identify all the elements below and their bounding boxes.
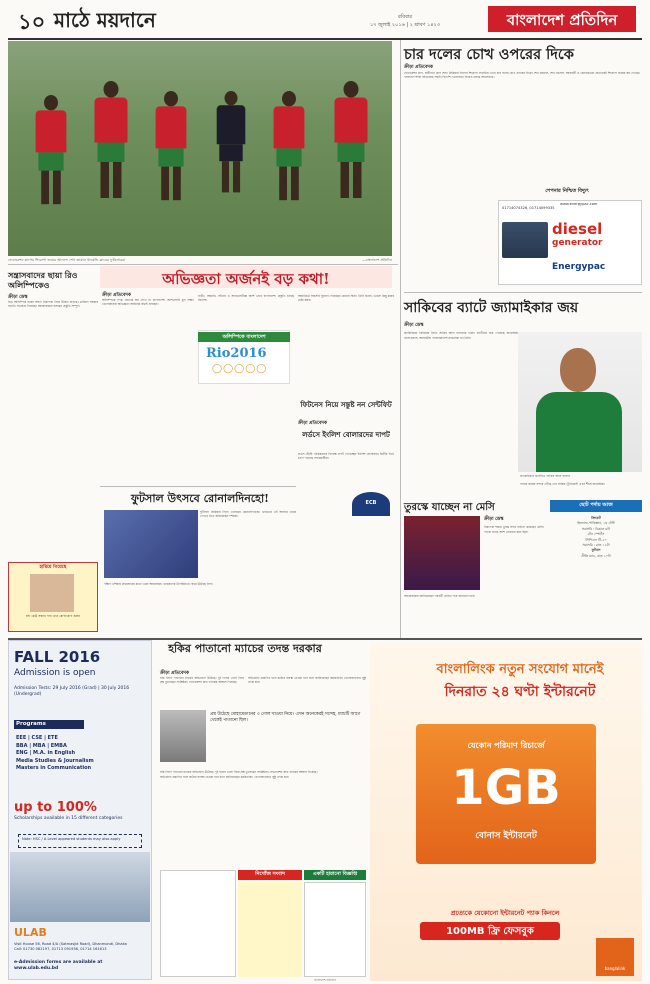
sidebar-byline: ক্রীড়া ডেস্ক	[8, 295, 28, 300]
ecb-logo-text: ECB	[365, 500, 377, 506]
hockey-paragraph: অভিযোগ প্রমাণিত হলে কঠোর ব্যবস্থা নেওয়া হবে বলে জানিয়েছেন কর্মকর্তারা। খেলোয়াড়রাও সুষ্ঠু তদন্ত চান।	[160, 775, 290, 780]
program-item: Media Studies & Journalism	[16, 757, 94, 764]
lords-paragraph: লর্ডস টেস্টে পাকিস্তানের বিপক্ষে দাপট দেখাচ্ছেন ইংলিশ বোলাররা। দ্বিতীয় দিনে চাপে পড়েছে সফরকারীরা।	[298, 452, 394, 461]
experience-paragraph: অলিম্পিকে পদক জেতার স্বপ্ন দেখে না বাংলাদেশ। অংশগ্রহণই মূল লক্ষ্য। খেলোয়াড়রা অভিজ্ঞতা অর্জনের কথাই বলছেন।	[102, 298, 194, 307]
rio-logo: Rio2016	[206, 346, 267, 361]
tv-item: ক্রিকেট	[591, 516, 601, 520]
note-text: Note: HSC / A Level appeared students may also apply	[22, 837, 121, 841]
player-figure	[153, 91, 189, 203]
facebook-offer: 100MB ফ্রি ফেসবুক	[446, 926, 534, 937]
lost-notice-title: একটি হারানো বিজ্ঞপ্তি	[312, 871, 358, 877]
hockey-continued	[160, 770, 366, 781]
hockey-headline: হকির পাতানো ম্যাচের তদন্ত দরকার	[168, 642, 322, 655]
player-figure	[92, 81, 131, 201]
hockey-photo	[160, 710, 206, 762]
ulab-website[interactable]: e-Admission forms are available at www.ulab.edu.bd	[14, 960, 103, 971]
tv-item: সিপিএল টি-২০	[585, 537, 607, 542]
lost-notice-body	[304, 882, 366, 977]
messi-headline: তুরস্কে যাচ্ছেন না মেসি	[404, 502, 495, 513]
footer: বাংলাদেশ প্রতিদিন	[313, 978, 337, 982]
card-photo	[30, 574, 74, 612]
hockey-column	[160, 676, 244, 686]
divider	[404, 292, 642, 293]
hockey-byline: ক্রীড়া প্রতিবেদক	[160, 671, 189, 676]
program-item: BBA | MBA | EMBA	[16, 742, 67, 749]
futsal-body	[104, 582, 296, 587]
sidebar-paragraph: রিও অলিম্পিক শুরুর আগে নিরাপত্তা নিয়ে উদ্বেগ বাড়ছে। ব্রাজিল সরকার বাড়তি সতর্কতা নিয়েছে। আয়োজকরা বলছেন প্রস্তুতি সম্পূর্ণ।	[8, 300, 98, 309]
hero-caption	[8, 257, 392, 264]
futsal-paragraph: ফুটসাল প্রিমিয়ার লিগে খেলছেন রোনালদিনহো। ভারতের এই আসরে তাকে দেখতে ভিড় জমিয়েছেন দর্শকরা।	[200, 510, 296, 519]
students-photo	[10, 852, 150, 922]
ulab-open: Admission is open	[14, 668, 96, 678]
player-figure	[332, 81, 371, 201]
lords-headline: লর্ডসে ইংলিশ বোলারদের দাপট	[302, 430, 390, 439]
address-line: Visit House 56, Road 4/A (Satmasjid Road), Dhanmondi, Dhaka	[14, 942, 127, 946]
ulab-logo: ULAB	[14, 926, 47, 939]
sakib-caption: জ্যামাইকার জার্সিতে সাকিব আল হাসান	[520, 474, 571, 478]
lead-paragraph: ফেডারেশন কাপ, স্বাধীনতা কাপ শেষ। প্রিমিয়ার লিগের শিরোপা লড়াইয়ে এখন চার দলের চোখ ওপরের দিকে। শেখ জামাল, শেখ রাসেল, আবাহনী ও মোহামেডান প্রত্যেকেই শিরোপা জয়ের স্বপ্ন দেখছে। দলবদলে শক্তি বাড়িয়েছে সবাই। বিদেশি খেলোয়াড় নিয়েও চলছে আলোচনা।	[404, 71, 640, 80]
messi-byline: ক্রীড়া ডেস্ক	[484, 517, 504, 522]
tv-schedule	[552, 516, 640, 559]
missing-notice-title: নিখোঁজ সংবাদ	[255, 871, 285, 877]
hero-photo	[8, 41, 392, 256]
futsal-headline: ফুটসাল উৎসবে রোনালদিনহো!	[131, 492, 269, 505]
official-figure	[214, 91, 248, 195]
card-text: যদি কেউ সন্ধান পান তবে যোগাযোগ করুন	[25, 614, 81, 618]
diesel-phone: 01714074326, 01714099335	[502, 206, 555, 210]
sidebar-body	[8, 300, 98, 310]
section-title: মাঠে ময়দানে	[54, 8, 156, 32]
offer-note: প্রত্যেকে যেকোনো ইন্টারনেট প্যাক কিনলে	[450, 909, 560, 917]
offer-card-top: যেকোন পরিমাণ রিচার্জে	[467, 741, 545, 750]
sidebar-headline: সন্ত্রাসবাদের ছায়া রিও অলিম্পিকেও	[8, 270, 78, 290]
sakib-byline: ক্রীড়া ডেস্ক	[404, 323, 424, 328]
tv-item: প্রীতি ম্যাচ, রাত ১০টা	[581, 553, 611, 558]
hockey-quote: প্রশ্ন উঠেছে মোহামেডানের ৩ গোল খাওয়া নিয়ে। এখন অনেকেরই সন্দেহ, ম্যাচটি আগে থেকেই পাতানো ছিল।	[210, 712, 361, 723]
lead-headline: চার দলের চোখ ওপরের দিকে	[404, 46, 574, 63]
messi-paragraph: নিরাপত্তা শঙ্কায় তুরস্ক সফর বাতিল করেছেন মেসি। দাতব্য ম্যাচে অংশ নেওয়ার কথা ছিল।	[484, 525, 544, 534]
masthead-rule	[8, 38, 642, 40]
hockey-paragraph: হকি লিগে পাতানো ম্যাচের অভিযোগ উঠেছে। দুই দলের খেলা নিয়ে প্রশ্ন তুলেছেন সংশ্লিষ্টরা। ফেডারেশন দ্রুত তদন্তের আশ্বাস দিয়েছে।	[160, 676, 244, 685]
lead-byline: ক্রীড়া প্রতিবেদক	[404, 65, 433, 70]
banglalink-headline-2: দিনরাত ২৪ ঘণ্টা ইন্টারনেট	[444, 684, 596, 700]
classified-box	[160, 870, 236, 977]
sakib-shirt	[536, 392, 622, 472]
tv-item: সরাসরি : বিকাল ৪টা	[581, 526, 611, 531]
phone-line: Call: 01730 082197, 01713 091936, 01714 161613	[14, 947, 107, 951]
issue-day: রবিবার	[398, 14, 412, 20]
issue-date: ১৭ জুলাই ২০১৬ | ২ শ্রাবণ ১৪২৩	[369, 22, 441, 28]
ulab-admission-dates: Admission Tests: 29 July 2016 (Grad) | 30 July 2016 (Undergrad)	[14, 686, 130, 697]
tv-item: সরাসরি : রাত ১২টা	[582, 543, 610, 548]
program-item: EEE | CSE | ETE	[16, 735, 58, 741]
futsal-photo	[104, 510, 198, 578]
masthead	[0, 0, 650, 40]
fitness-headline: ফিটনেস নিয়ে সন্তুষ্ট নন সেন্টফিট	[300, 400, 392, 409]
programs-label: Programs	[16, 721, 46, 727]
offer-amount: 1GB	[451, 760, 561, 816]
experience-column	[198, 294, 294, 304]
sakib-paragraph: দলকে জয়ের বন্দরে পৌঁছে দেন সাকিব। টুর্নামেন্টে এখন শীর্ষে জ্যামাইকা।	[520, 482, 606, 486]
lords-body	[298, 452, 394, 462]
hockey-paragraph: অভিযোগ প্রমাণিত হলে কঠোর ব্যবস্থা নেওয়া হবে বলে জানিয়েছেন কর্মকর্তারা। খেলোয়াড়রাও সুষ্ঠু তদন্ত চান।	[248, 676, 366, 685]
ulab-fall: FALL 2016	[14, 648, 101, 666]
messi-body	[404, 594, 544, 599]
energypac-logo: Energypac	[552, 262, 606, 272]
tv-item: ফুটবল	[591, 548, 601, 553]
generator-image	[502, 222, 548, 258]
experience-column	[298, 294, 394, 304]
rio-label: অলিম্পিকে বাংলাদেশ	[198, 332, 290, 342]
experience-paragraph: আর্চারিতে সরাসরি সুযোগ পেয়েছেন রোমান সানা। তিনি বলেন, ভালো কিছু করার চেষ্টা করব।	[298, 294, 394, 303]
tv-item: টেন স্পোর্টস	[587, 532, 605, 537]
experience-byline: ক্রীড়া প্রতিবেদক	[102, 293, 131, 298]
messi-paragraph: আয়োজকরা জানিয়েছেন পরবর্তী তারিখ পরে জানানো হবে।	[404, 594, 475, 598]
program-item: ENG | M.A. in English	[16, 750, 76, 756]
lead-body	[404, 71, 640, 81]
sakib-body	[404, 322, 518, 341]
divider	[8, 264, 398, 265]
sakib-face	[560, 348, 596, 392]
experience-headline: অভিজ্ঞতা অর্জনই বড় কথা!	[162, 270, 330, 288]
caption-text: ফেডারেশন কাপের শিরোপা জয়ের আনন্দে শেখ জামাল ধানমন্ডি ক্লাবের ফুটবলাররা	[8, 258, 126, 262]
diesel-title: diesel	[552, 220, 603, 238]
olympic-rings-icon: ◯◯◯◯◯	[212, 364, 268, 374]
missing-notice-body	[238, 882, 302, 977]
experience-paragraph: শুটিং, আর্চারি, সাঁতার ও অ্যাথলেটিক্সে অংশ নেবে বাংলাদেশ। প্রস্তুতি চলছে বিদেশে।	[198, 294, 294, 303]
divider	[100, 486, 296, 487]
messi-body	[484, 516, 544, 535]
sakib-paragraph: ক্যারিবিয়ান প্রিমিয়ার লিগে সাকিব আল হাসানের দারুণ ব্যাটিংয়ে জয় পেয়েছে জ্যামাইকা তালাওয়াস। অলরাউন্ড পারফরম্যান্সে ম্যাচসেরা হন তিনি।	[404, 331, 518, 340]
sakib-body	[520, 482, 640, 487]
banglalink-headline-1: বাংলালিংক নতুন সংযোগ মানেই	[436, 662, 604, 677]
program-list	[16, 735, 148, 773]
photo-credit: —বাংলাদেশ প্রতিদিন	[362, 258, 392, 262]
hockey-column	[248, 676, 366, 686]
brand-name: বাংলাদেশ প্রতিদিন	[506, 11, 618, 29]
ulab-address	[14, 942, 148, 952]
futsal-body	[200, 510, 296, 520]
tv-item: ইংল্যান্ড-পাকিস্তান, ১ম টেস্ট	[577, 521, 615, 526]
diesel-subtitle: generator	[552, 238, 603, 248]
sakib-headline: সাকিবের ব্যাটে জ্যামাইকার জয়	[404, 300, 579, 316]
messi-photo	[404, 516, 480, 590]
tv-label-text: ছোট পর্দায় আজ	[579, 502, 613, 508]
program-item: Masters in Communication	[16, 765, 92, 771]
hockey-paragraph: হকি লিগে পাতানো ম্যাচের অভিযোগ উঠেছে। দুই দলের খেলা নিয়ে প্রশ্ন তুলেছেন সংশ্লিষ্টরা। ফেডারেশন দ্রুত তদন্তের আশ্বাস দিয়েছে।	[160, 770, 318, 774]
diesel-ad-label: শেপনার নিশ্চিত বিদ্যুৎ	[545, 188, 589, 194]
offer-bonus: বোনাস ইন্টারনেট	[475, 831, 537, 841]
experience-column	[102, 298, 194, 308]
banglalink-logo-text: banglalink	[604, 966, 626, 971]
scholarship-text: Scholarships available in 15 different categories	[14, 816, 123, 821]
player-figure	[33, 95, 69, 207]
scholarship-percent: up to 100%	[14, 800, 97, 815]
player-figure	[271, 91, 307, 203]
futsal-paragraph: দক্ষিণ এশিয়ায় প্রথমবারের মতো এমন আয়োজন। তারকাদের উপস্থিতিতে জমে উঠেছে লিগ।	[104, 582, 213, 586]
column-divider	[400, 40, 401, 640]
card-title: হারিয়ে গিয়েছে	[39, 565, 67, 570]
fitness-byline: ক্রীড়া প্রতিবেদক	[298, 421, 327, 426]
diesel-web: www.energypac.com	[560, 202, 598, 206]
page-number: ১০	[18, 9, 46, 34]
